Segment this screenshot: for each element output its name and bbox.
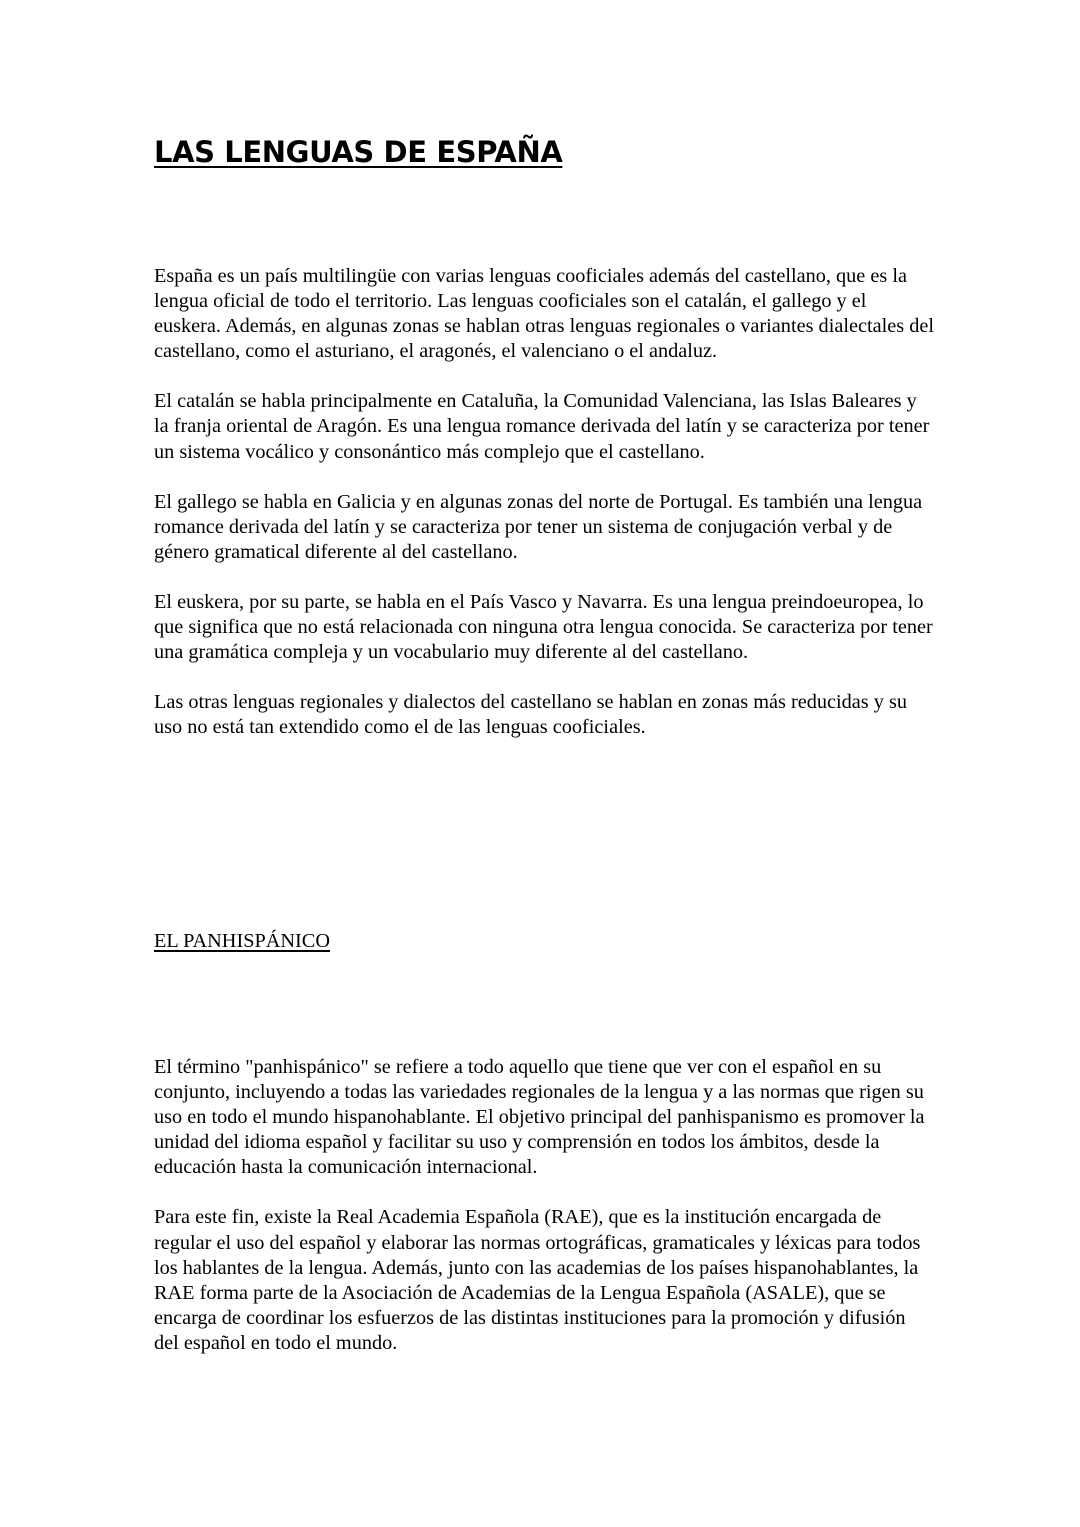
- section-panhispanico: [154, 1055, 934, 1381]
- section-heading-panhispanico: EL PANHISPÁNICO: [154, 930, 330, 952]
- document-title: LAS LENGUAS DE ESPAÑA: [154, 135, 563, 169]
- paragraph-rae-asale: Para este fin, existe la Real Academia Española (RAE), que es la institución encargada de regular el uso del español y elaborar las normas ortográficas, gramaticales y léxicas para todos los hablantes de la lengua. Además, junto con las academias de los países hispanohablantes, la RAE forma parte de la Asociación de Academias de la Lengua Española (ASALE), que se encarga de coordinar los esfuerzos de las distintas instituciones para la promoción y difusión del español en todo el mundo.: [154, 1206, 921, 1354]
- section-lenguas-de-espana: [154, 264, 934, 765]
- document-page: [154, 0, 934, 1527]
- paragraph-otras-lenguas: Las otras lenguas regionales y dialectos del castellano se hablan en zonas más reducidas y su uso no está tan extendido como el de las lenguas cooficiales.: [154, 691, 907, 739]
- paragraph-panhispanico-definicion: El término "panhispánico" se refiere a todo aquello que tiene que ver con el español en su conjunto, incluyendo a todas las variedades regionales de la lengua y a las normas que rigen su uso en todo el mundo hispanohablante. El objetivo principal del panhispanismo es promover la unidad del idioma español y facilitar su uso y comprensión en todos los ámbitos, desde la educación hasta la comunicación internacional.: [154, 1056, 925, 1179]
- paragraph-catalan: El catalán se habla principalmente en Cataluña, la Comunidad Valenciana, las Islas Baleares y la franja oriental de Aragón. Es una lengua romance derivada del latín y se caracteriza por tener un sistema vocálico y consonántico más complejo que el castellano.: [154, 390, 930, 463]
- paragraph-intro: España es un país multilingüe con varias lenguas cooficiales además del castellano, que es la lengua oficial de todo el territorio. Las lenguas cooficiales son el catalán, el gallego y el euskera. Además, en algunas zonas se hablan otras lenguas regionales o variantes dialectales del castellano, como el asturiano, el aragonés, el valenciano o el andaluz.: [154, 265, 934, 363]
- paragraph-euskera: El euskera, por su parte, se habla en el País Vasco y Navarra. Es una lengua preindoeuropea, lo que significa que no está relacionada con ninguna otra lengua conocida. Se caracteriza por tener una gramática compleja y un vocabulario muy diferente al del castellano.: [154, 590, 933, 664]
- paragraph-gallego: El gallego se habla en Galicia y en algunas zonas del norte de Portugal. Es también una lengua romance derivada del latín y se caracteriza por tener un sistema de conjugación verbal y de género gramatical diferente al del castellano.: [154, 490, 923, 563]
